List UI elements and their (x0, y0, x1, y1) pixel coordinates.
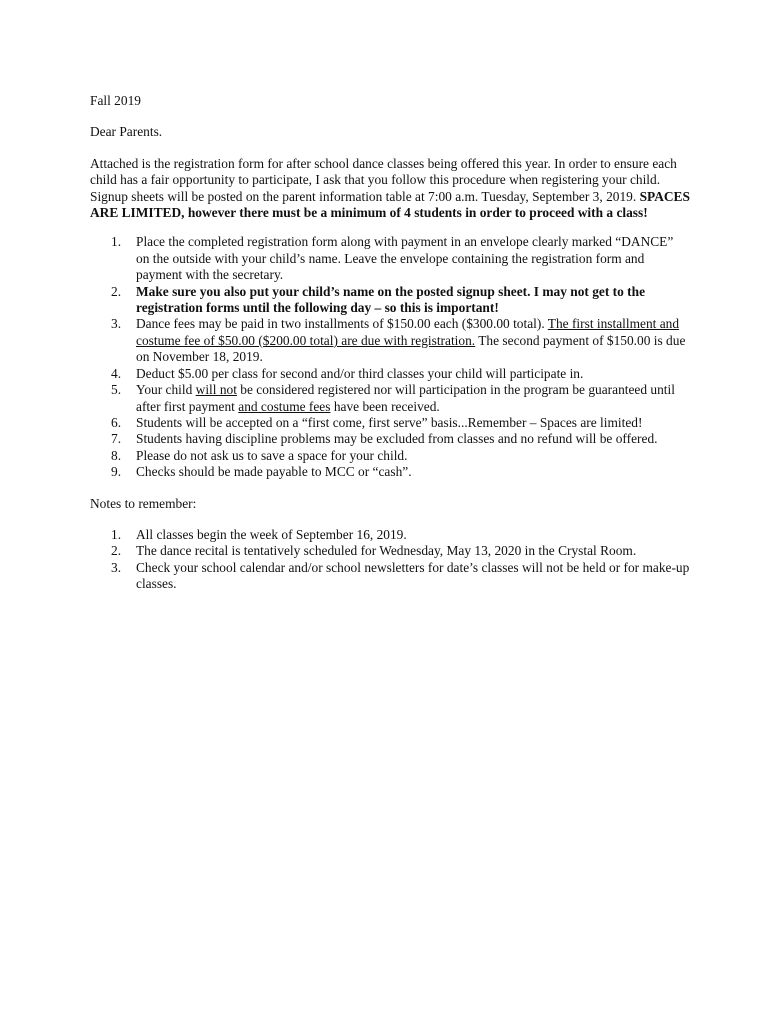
note-text: All classes begin the week of September 16, 2019. (136, 526, 407, 542)
intro-bold-notice: SPACES ARE LIMITED, however there must be a minimum of 4 students in order to proceed with a class! (90, 188, 690, 221)
instruction-item (90, 464, 690, 480)
instruction-number: 9. (111, 464, 122, 480)
notes-heading: Notes to remember: (90, 495, 197, 511)
instruction-text: Students will be accepted on a “first come, first serve” basis...Remember – Spaces are limited! (136, 414, 643, 430)
note-number: 2. (111, 543, 122, 559)
instruction-item (90, 284, 690, 317)
instruction-text: Your child (136, 382, 196, 398)
instruction-text: Please do not ask us to save a space for your child. (136, 447, 408, 463)
instruction-number: 3. (111, 316, 122, 332)
note-item (90, 543, 690, 559)
letter-date: Fall 2019 (90, 93, 141, 108)
note-item (90, 560, 690, 593)
note-number: 3. (111, 559, 122, 575)
instruction-item (90, 234, 690, 283)
instruction-bold-text: Make sure you also put your child’s name on the posted signup sheet. I may not get to the registration forms until the following day – so this is important! (136, 283, 646, 316)
instruction-text: Deduct $5.00 per class for second and/or third classes your child will participate in. (136, 365, 584, 381)
note-text: Check your school calendar and/or school newsletters for date’s classes will not be held or for make-up classes. (136, 559, 690, 592)
instruction-item (90, 448, 690, 464)
instruction-item (90, 316, 690, 365)
note-item (90, 527, 690, 543)
instruction-number: 1. (111, 234, 122, 250)
instruction-number: 8. (111, 447, 122, 463)
instruction-number: 4. (111, 365, 122, 381)
instructions-list (90, 234, 690, 480)
instruction-text-end: have been received. (330, 398, 440, 414)
instruction-number: 2. (111, 283, 122, 299)
instruction-item (90, 382, 690, 415)
instruction-text-after: The second payment of $150.00 is due on November 18, 2019. (136, 332, 686, 365)
salutation: Dear Parents. (90, 124, 163, 140)
instruction-underlined-text: The first installment and costume fee of $50.00 ($200.00 total) are due with registration. (136, 316, 680, 348)
instruction-item (90, 431, 690, 447)
letter-page (90, 93, 690, 593)
instruction-underlined-text-2: and costume fees (238, 398, 331, 414)
intro-text: Attached is the registration form for after school dance classes being offered this year. In order to ensure each child has a fair opportunity to participate, I ask that you follow this procedure when registering your child. Signup sheets will be posted on the parent information table at 7:00 a.m. Tuesday, September 3, 2019. (90, 155, 677, 204)
instruction-text: Dance fees may be paid in two installments of $150.00 each ($300.00 total). (136, 316, 548, 332)
instruction-item (90, 366, 690, 382)
instruction-number: 5. (111, 382, 122, 398)
instruction-item (90, 415, 690, 431)
note-number: 1. (111, 526, 122, 542)
instruction-text: Place the completed registration form along with payment in an envelope clearly marked “DANCE” on the outside with your child’s name. Leave the envelope containing the registration form and payment with the secretary. (136, 234, 674, 283)
instruction-text: Checks should be made payable to MCC or “cash”. (136, 464, 412, 480)
instruction-number: 7. (111, 431, 122, 447)
instruction-number: 6. (111, 414, 122, 430)
instruction-underlined-text: will not (195, 382, 237, 398)
instruction-text: Students having discipline problems may be excluded from classes and no refund will be offered. (136, 431, 658, 447)
instruction-text-after: be considered registered nor will participation in the program be guaranteed until after first payment (136, 382, 675, 414)
intro-paragraph (90, 156, 690, 222)
note-text: The dance recital is tentatively scheduled for Wednesday, May 13, 2020 in the Crystal Room. (136, 543, 637, 559)
notes-list (90, 527, 690, 593)
